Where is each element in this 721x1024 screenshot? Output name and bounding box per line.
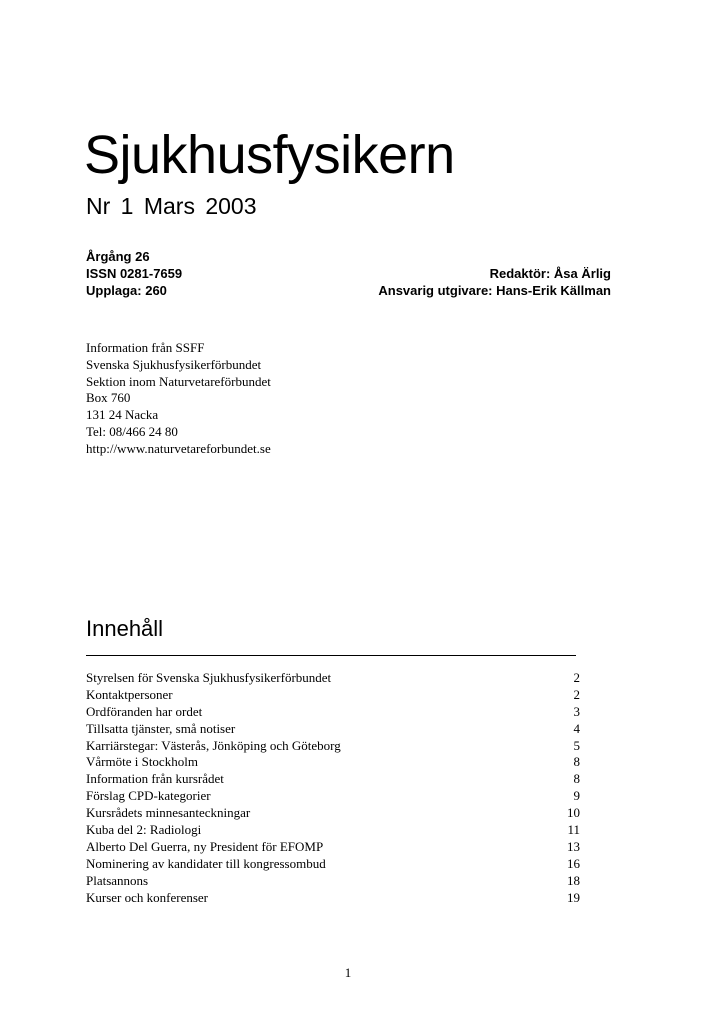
toc-entry	[86, 704, 580, 721]
contact-block	[86, 340, 271, 458]
toc-entry	[86, 670, 580, 687]
toc-entry-title: Tillsatta tjänster, små notiser	[86, 720, 236, 736]
website-link: http://www.naturvetareforbundet.se	[86, 440, 271, 456]
publisher-line: Ansvarig utgivare: Hans-Erik Källman	[378, 283, 611, 298]
toc-entry-page: 9	[573, 788, 580, 804]
toc-entry	[86, 839, 580, 856]
toc-entry-title: Ordföranden har ordet	[86, 703, 203, 719]
toc-entry	[86, 754, 580, 771]
toc-entry-title: Platsannons	[86, 872, 149, 888]
toc-entry-title: Karriärstegar: Västerås, Jönköping och Göteborg	[86, 737, 341, 753]
toc-entry-title: Kurser och konferenser	[86, 889, 209, 905]
toc-entry-page: 8	[573, 754, 580, 770]
toc-entry-title: Kontaktpersoner	[86, 686, 173, 702]
toc-entry	[86, 771, 580, 788]
toc-entry	[86, 721, 580, 738]
toc-entry-title: Styrelsen för Svenska Sjukhusfysikerförbundet	[86, 670, 332, 685]
toc-entry-page: 16	[567, 855, 580, 871]
page-number: 1	[344, 965, 352, 980]
toc-entry	[86, 873, 580, 890]
contact-line: Tel: 08/466 24 80	[86, 423, 178, 439]
toc-entry	[86, 738, 580, 755]
publication-meta	[86, 248, 182, 299]
toc-entry	[86, 822, 580, 839]
toc-entry	[86, 687, 580, 704]
toc-entry	[86, 890, 580, 907]
toc-entry	[86, 805, 580, 822]
toc-entry-title: Förslag CPD-kategorier	[86, 788, 211, 804]
issue-info: Nr 1 Mars 2003	[86, 193, 257, 219]
toc-entry-page: 11	[567, 822, 580, 838]
toc-entry-title: Kuba del 2: Radiologi	[86, 822, 202, 838]
toc-entry	[86, 856, 580, 873]
toc-heading: Innehåll	[86, 616, 164, 641]
volume-line: Årgång 26	[86, 249, 150, 264]
toc-entry-title: Nominering av kandidater till kongressombud	[86, 855, 326, 871]
toc-entry-page: 18	[567, 872, 580, 888]
toc-entry-page: 5	[573, 737, 580, 753]
contact-line: Information från SSFF	[86, 340, 205, 355]
issn-line: ISSN 0281-7659	[86, 266, 183, 281]
circulation-line: Upplaga: 260	[86, 283, 167, 298]
toc-divider	[86, 655, 576, 656]
toc-entry	[86, 788, 580, 805]
editorial-credits	[378, 265, 611, 299]
contact-line: 131 24 Nacka	[86, 407, 159, 423]
toc-entry-title: Vårmöte i Stockholm	[86, 754, 198, 770]
toc-entry-title: Alberto Del Guerra, ny President för EFOMP	[86, 838, 324, 854]
contact-line: Box 760	[86, 390, 131, 406]
toc-entry-page: 2	[573, 670, 580, 685]
contact-line: Sektion inom Naturvetareförbundet	[86, 373, 271, 389]
toc-entry-page: 19	[567, 889, 580, 905]
toc-entry-page: 2	[573, 686, 580, 702]
toc-entry-page: 10	[567, 805, 580, 821]
toc-entry-title: Kursrådets minnesanteckningar	[86, 805, 251, 821]
contact-line: Svenska Sjukhusfysikerförbundet	[86, 356, 262, 372]
toc-entry-page: 4	[573, 720, 580, 736]
table-of-contents	[86, 670, 580, 906]
toc-entry-title: Information från kursrådet	[86, 771, 224, 787]
toc-entry-page: 8	[573, 771, 580, 787]
toc-entry-page: 3	[573, 703, 580, 719]
editor-line: Redaktör: Åsa Ärlig	[489, 266, 611, 281]
toc-entry-page: 13	[567, 838, 580, 854]
newsletter-title: Sjukhusfysikern	[84, 125, 455, 185]
